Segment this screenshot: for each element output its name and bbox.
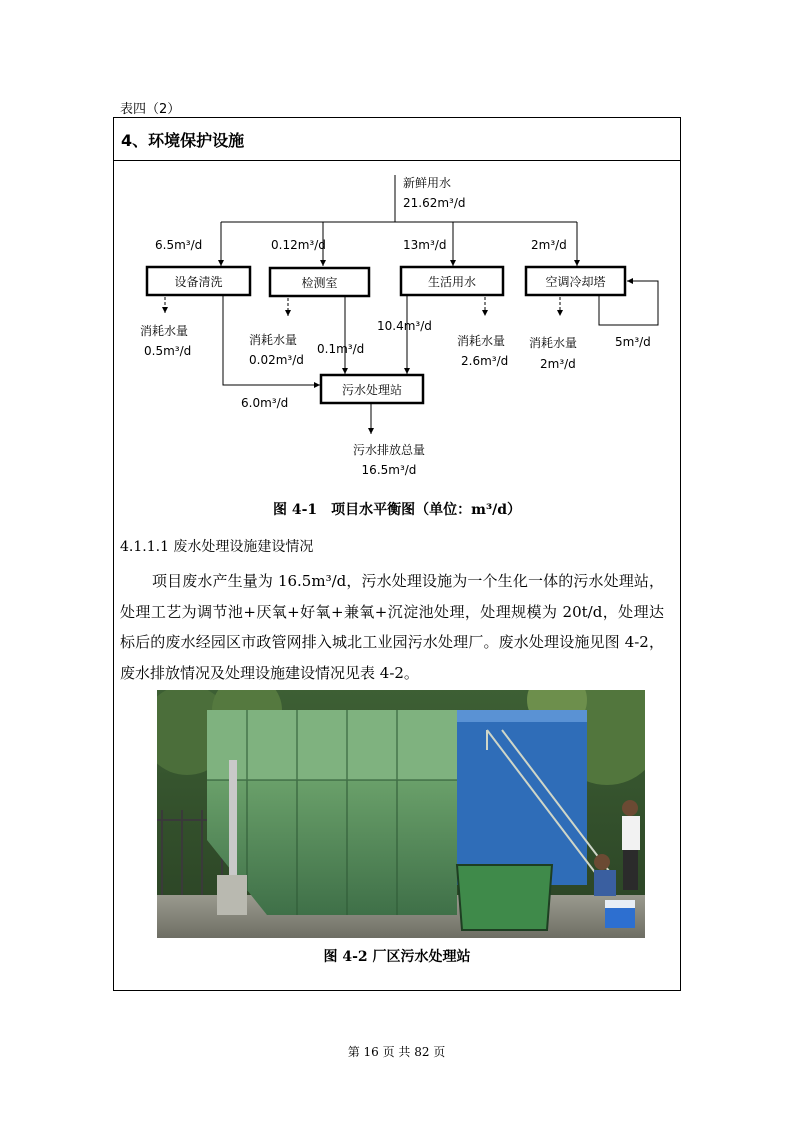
- unit-label-equipment-cleaning: 设备清洗: [174, 275, 223, 289]
- branch-4-flow: 2m³/d: [531, 238, 567, 252]
- cooling-loop-flow: 5m³/d: [615, 335, 651, 349]
- unit-label-cooling-tower: 空调冷却塔: [545, 275, 606, 289]
- lab-out-flow: 0.1m³/d: [317, 342, 365, 356]
- sub-heading: 4.1.1.1 废水处理设施建设情况: [120, 539, 314, 555]
- branch-2-flow: 0.12m³/d: [271, 238, 326, 252]
- consume-3-label: 消耗水量: [457, 334, 506, 348]
- consume-2-label: 消耗水量: [249, 333, 298, 347]
- consume-4-flow: 2m³/d: [540, 357, 576, 371]
- consume-2-flow: 0.02m³/d: [249, 353, 304, 367]
- equipment-out-flow: 6.0m³/d: [241, 396, 289, 410]
- unit-label-domestic: 生活用水: [427, 275, 477, 289]
- discharge-label: 污水排放总量: [352, 443, 426, 457]
- source-flow: 21.62m³/d: [403, 196, 466, 210]
- consume-3-flow: 2.6m³/d: [461, 354, 509, 368]
- treatment-station-photo: [157, 690, 645, 938]
- branch-1-flow: 6.5m³/d: [155, 238, 203, 252]
- branch-3-flow: 13m³/d: [403, 238, 447, 252]
- unit-label-lab: 检测室: [301, 276, 338, 290]
- consume-1-label: 消耗水量: [140, 324, 189, 338]
- consume-1-flow: 0.5m³/d: [144, 344, 192, 358]
- domestic-out-flow: 10.4m³/d: [377, 319, 432, 333]
- water-balance-diagram: [113, 161, 681, 486]
- discharge-flow: 16.5m³/d: [361, 463, 417, 477]
- treatment-station-label: 污水处理站: [341, 383, 403, 397]
- section-title: 4、环境保护设施: [121, 131, 245, 150]
- page-number: 第 16 页 共 82 页: [347, 1045, 446, 1059]
- figure-2-caption: 图 4-2 厂区污水处理站: [323, 949, 471, 965]
- source-label: 新鲜用水: [403, 176, 452, 190]
- table-label: 表四（2）: [120, 102, 181, 117]
- consume-4-label: 消耗水量: [529, 336, 578, 350]
- figure-1-caption: 图 4-1 项目水平衡图（单位：m³/d）: [272, 502, 521, 518]
- body-paragraph: 项目废水产生量为 16.5m³/d，污水处理设施为一个生化一体的污水处理站，处理工艺为调节池+厌氧+好氧+兼氧+沉淀池处理，处理规模为 20t/d，处理达标后的废水经园区市政管网排入城北工业园污水处理厂。废水处理设施见图 4-2，废水排放情况及处理设施建设情况见表 4-2。: [120, 572, 664, 682]
